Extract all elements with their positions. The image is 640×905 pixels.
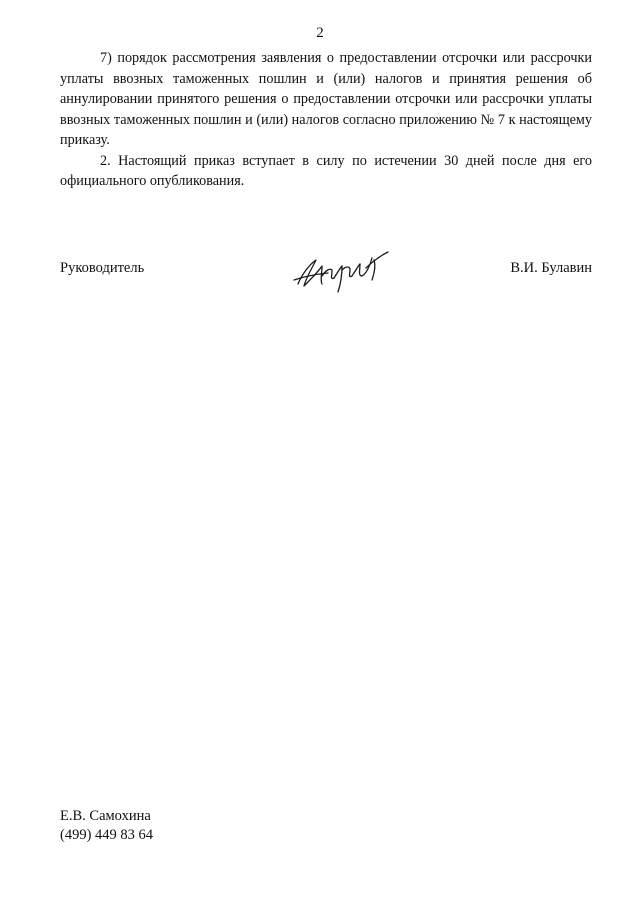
paragraph-item-7: 7) порядок рассмотрения заявления о предоставлении отсрочки или рассрочки уплаты ввозных таможенных пошлин и (или) налогов и принятия решения об аннулировании принятого решения о предоставлении отсрочки или рассрочки уплаты ввозных таможенных пошлин и (или) налогов согласно приложению № 7 к настоящему приказу.: [60, 50, 592, 148]
document-body: [60, 48, 592, 192]
executor-name: Е.В. Самохина: [60, 808, 151, 824]
executor-block: [60, 807, 153, 845]
signatory-name: В.И. Булавин: [510, 260, 592, 276]
signatory-position: Руководитель: [60, 260, 145, 276]
page-number: 2: [316, 25, 324, 41]
signature-block: [60, 246, 592, 296]
executor-phone: (499) 449 83 64: [60, 827, 154, 843]
paragraph-effective-date: 2. Настоящий приказ вступает в силу по истечении 30 дней после дня его официального опубликования.: [60, 152, 592, 189]
handwritten-signature-icon: [292, 246, 392, 294]
